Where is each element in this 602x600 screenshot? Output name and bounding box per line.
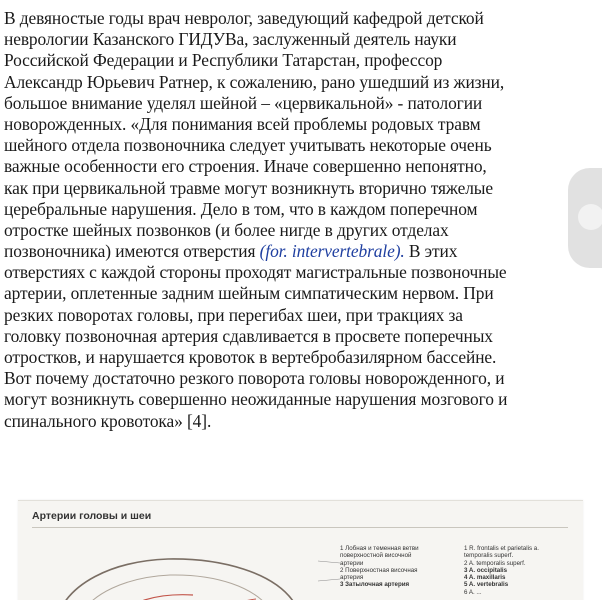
article-text xyxy=(4,8,600,432)
text-line: Вот почему достаточно резкого поворота головы новорожденного, и xyxy=(4,368,505,389)
figure-legend-latin xyxy=(464,545,574,596)
anatomy-figure xyxy=(18,500,583,600)
legend-item: 1 Лобная и теменная ветви xyxy=(340,545,419,552)
text-line: спинального кровотока» [4]. xyxy=(4,410,212,431)
text-line: отростков, и нарушается кровоток в вертебробазилярном бассейне. xyxy=(4,347,497,367)
legend-item: артерия xyxy=(340,574,364,582)
text-line: головку позвоночная артерия сдавливается в просвете поперечных xyxy=(4,325,493,346)
text-line: шейного отдела позвоночника следует учитывать некоторые очень xyxy=(4,135,492,156)
text-line: резких поворотах головы, при перегибах шеи, при тракциях за xyxy=(4,304,463,325)
text-line: артерии, оплетенные задним шейным симпатическим нервом. При xyxy=(4,283,494,304)
text-line: большое внимание уделял шейной – «цервикальной» - патологии xyxy=(4,92,483,113)
legend-item: temporalis superf. xyxy=(464,552,514,560)
text-line: неврологии Казанского ГИДУВа, заслуженный деятель науки xyxy=(4,29,457,50)
text-line: новорожденных. «Для понимания всей проблемы родовых травм xyxy=(4,113,481,134)
text-line: Александр Юрьевич Ратнер, к сожалению, рано ушедший из жизни, xyxy=(4,71,505,92)
figure-legend-ru xyxy=(340,545,460,589)
text-line: церебральные нарушения. Дело в том, что в каждом поперечном xyxy=(4,198,478,219)
text-line: могут возникнуть совершенно неожиданные нарушения мозгового и xyxy=(4,389,508,410)
legend-item: 3 A. occipitalis xyxy=(464,566,508,574)
legend-item: 3 Затылочная артерия xyxy=(340,581,410,589)
legend-item: 5 A. vertebralis xyxy=(464,581,509,589)
legend-item: 2 Поверхностная височная xyxy=(340,566,418,574)
text-line: отверстиях с каждой стороны проходят магистральные позвоночные xyxy=(4,262,507,283)
text-line: как при цервикальной травме могут возникнуть вторично тяжелые xyxy=(4,177,494,198)
scroll-handle[interactable] xyxy=(568,168,602,268)
legend-item: 4 A. maxillaris xyxy=(464,574,506,582)
text-line: В девяностые годы врач невролог, заведующий кафедрой детской xyxy=(4,8,484,28)
legend-item: артерии xyxy=(340,559,364,567)
legend-item: поверхностной височной xyxy=(340,552,412,560)
legend-item: 6 A. ... xyxy=(464,588,482,596)
text-line: важные особенности его строения. Иначе совершенно непонятно, xyxy=(4,156,487,177)
text-segment: В этих xyxy=(404,241,458,262)
legend-item: 1 R. frontalis et parietalis a. xyxy=(464,545,539,552)
text-line-with-latin xyxy=(4,241,600,262)
figure-title: Артерии головы и шеи xyxy=(32,510,152,522)
figure-divider xyxy=(32,527,568,528)
latin-term: (for. intervertebrale). xyxy=(259,241,405,262)
text-segment: позвоночника) имеются отверстия xyxy=(4,241,256,262)
legend-item: 2 A. temporalis superf. xyxy=(464,559,526,567)
text-line: отростке шейных позвонков (и более нигде в других отделах xyxy=(4,219,449,240)
text-line: Российской Федерации и Республики Татарстан, профессор xyxy=(4,50,443,71)
scroll-dot-icon xyxy=(578,204,602,230)
